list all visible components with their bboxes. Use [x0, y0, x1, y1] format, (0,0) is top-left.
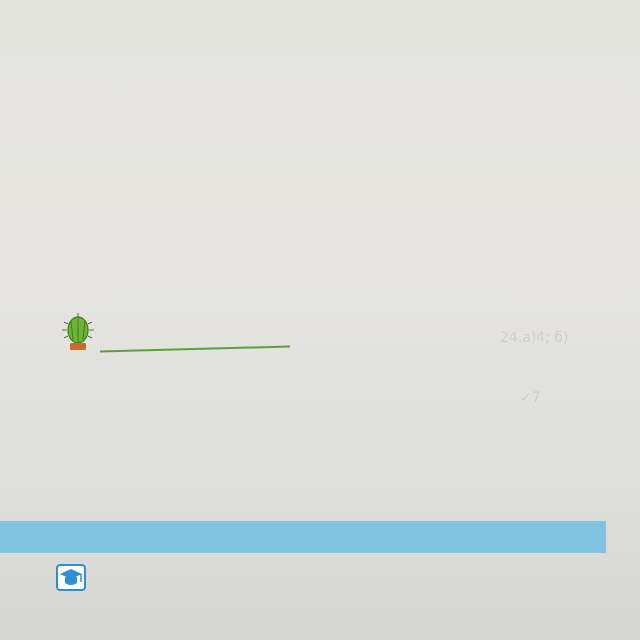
cactus-icon — [60, 312, 96, 352]
section-banner — [0, 521, 606, 553]
bleed-through-text: ✓7 — [520, 390, 541, 406]
control-tasks-header — [60, 312, 310, 352]
graduate-cap-icon — [56, 562, 86, 592]
bleed-through-text: 24.а)4; б) — [500, 330, 569, 346]
control-tasks-underline — [100, 346, 290, 353]
